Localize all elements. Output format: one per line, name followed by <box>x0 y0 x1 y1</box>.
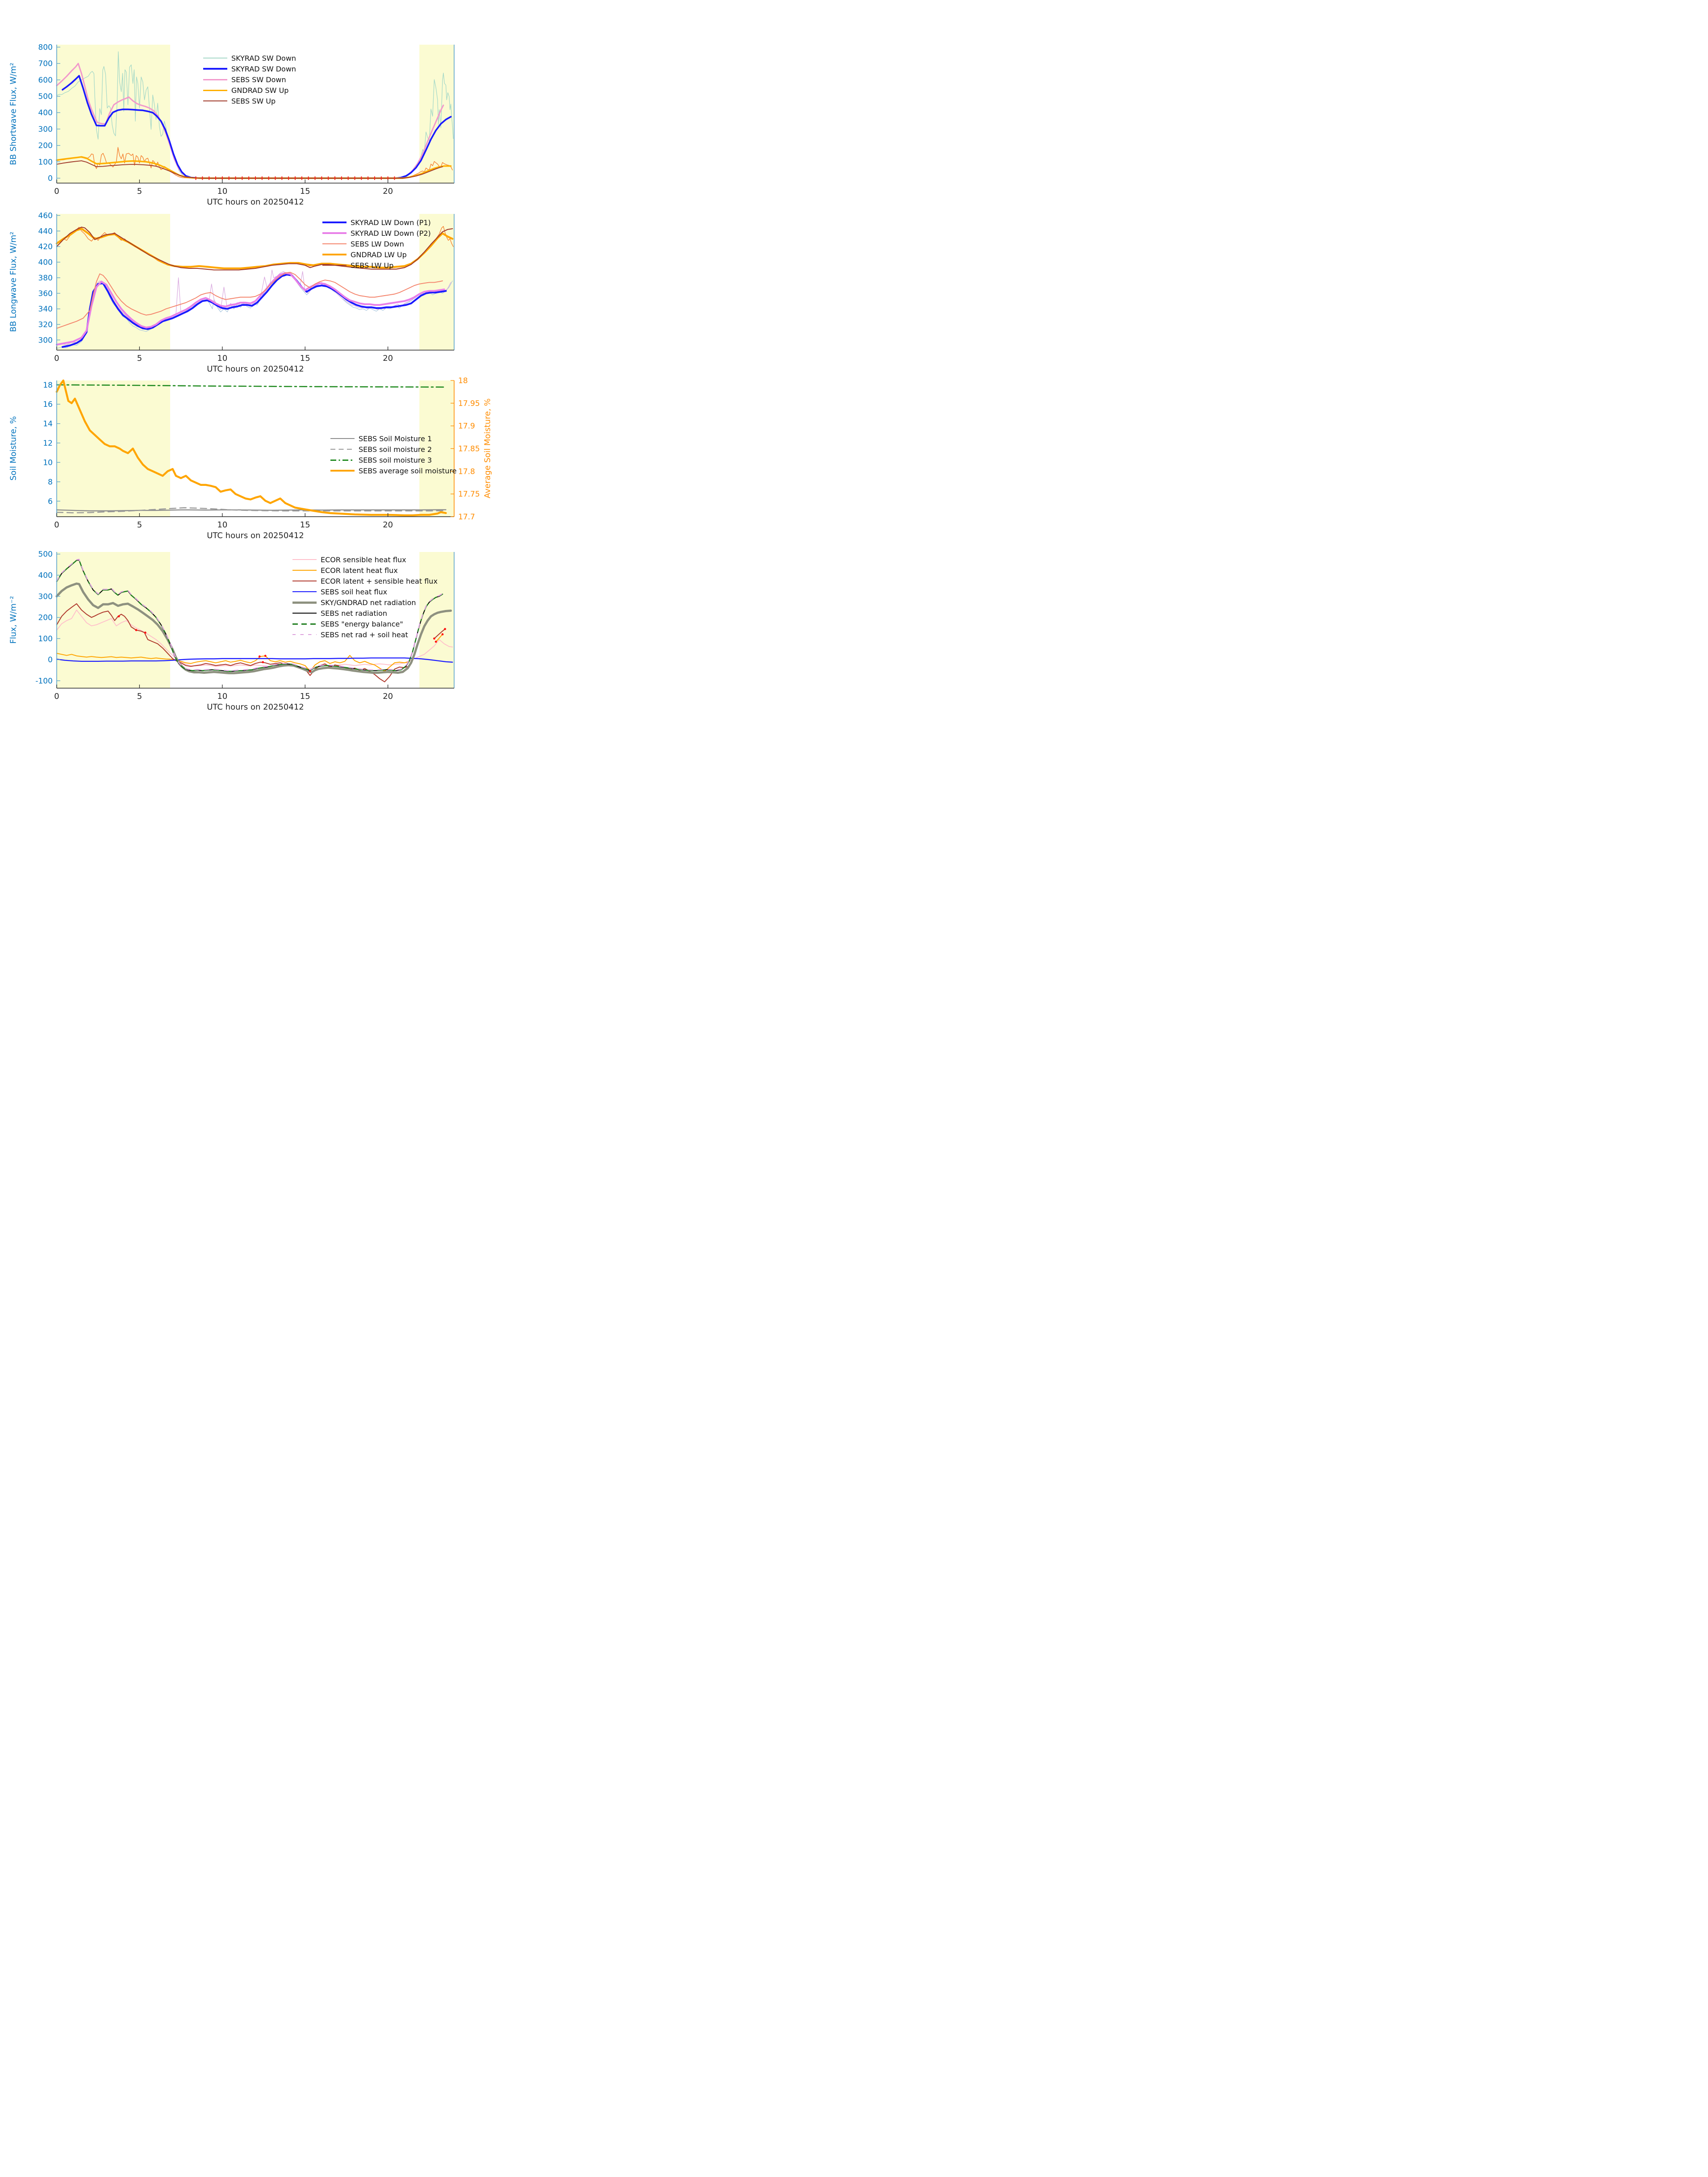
x-tick-label: 15 <box>300 520 310 530</box>
legend-item: SEBS soil heat flux <box>292 587 438 596</box>
x-tick-label: 15 <box>300 692 310 701</box>
x-tick-label: 15 <box>300 354 310 363</box>
x-tick-label: 5 <box>137 354 142 363</box>
axis-label-x-1: UTC hours on 20250412 <box>207 197 304 207</box>
x-tick-label: 20 <box>383 187 393 196</box>
legend-line-sample <box>322 265 347 266</box>
figure-canvas <box>0 0 569 726</box>
y-tick-label: 0 <box>48 174 53 183</box>
y-tick-label-right: 17.8 <box>458 467 475 476</box>
y-tick-label: 300 <box>38 592 53 602</box>
legend-item: SKYRAD SW Down <box>203 54 296 63</box>
axis-label-x-2: UTC hours on 20250412 <box>207 364 304 374</box>
x-tick-label: 10 <box>217 187 228 196</box>
y-tick-label: 800 <box>38 43 53 52</box>
legend-line-sample <box>292 570 317 571</box>
legend-line-sample <box>322 221 347 223</box>
axis-label-x-4: UTC hours on 20250412 <box>207 702 304 712</box>
legend-item: GNDRAD SW Up <box>203 86 296 95</box>
legend-item: SEBS Soil Moisture 1 <box>330 434 457 443</box>
legend-line-sample <box>330 438 355 439</box>
legend-line-sample <box>322 254 347 255</box>
y-tick-label: 440 <box>38 227 53 236</box>
y-tick-label: 12 <box>43 439 53 448</box>
legend-line-sample <box>203 90 227 91</box>
series-marker <box>259 656 261 658</box>
y-tick-label: 14 <box>43 419 53 429</box>
series-marker <box>118 615 120 618</box>
legend-line-sample <box>203 68 227 70</box>
legend-line-sample <box>330 449 355 450</box>
y-tick-label-right: 17.7 <box>458 513 475 522</box>
y-tick-label: 300 <box>38 125 53 134</box>
x-tick-label: 20 <box>383 692 393 701</box>
y-tick-label-right: 17.75 <box>458 490 480 499</box>
y-tick-label: 10 <box>43 458 53 468</box>
legend-line-sample <box>292 634 317 635</box>
legend-item: SEBS net radiation <box>292 609 438 618</box>
y-tick-label: 500 <box>38 92 53 101</box>
y-tick-label-right: 17.95 <box>458 399 480 408</box>
y-tick-label: 0 <box>48 656 53 665</box>
legend-line-sample <box>322 243 347 244</box>
y-tick-label: 420 <box>38 242 53 252</box>
x-tick-label: 5 <box>137 692 142 701</box>
legend-item: SEBS LW Down <box>322 239 431 248</box>
y-tick-label: 18 <box>43 380 53 390</box>
legend-item: SKYRAD LW Down (P1) <box>322 218 431 227</box>
axis-label-y-shortwave: BB Shortwave Flux, W/m² <box>8 63 18 165</box>
axis-label-x-3: UTC hours on 20250412 <box>207 531 304 540</box>
series-marker <box>442 633 444 635</box>
legend-item: SKYRAD LW Down (P2) <box>322 229 431 238</box>
legend-flux <box>292 555 438 639</box>
series-marker <box>444 628 446 630</box>
x-tick-label: 5 <box>137 187 142 196</box>
legend-line-sample <box>322 232 347 234</box>
y-tick-label: 200 <box>38 613 53 623</box>
x-tick-label: 0 <box>54 520 59 530</box>
legend-item: ECOR latent + sensible heat flux <box>292 577 438 585</box>
y-tick-label: 380 <box>38 273 53 283</box>
legend-line-sample <box>292 559 317 560</box>
legend-line-sample <box>292 613 317 614</box>
y-tick-label: 6 <box>48 497 53 506</box>
legend-item: SEBS soil moisture 3 <box>330 455 457 464</box>
x-tick-label: 20 <box>383 354 393 363</box>
y-tick-label: 8 <box>48 477 53 487</box>
legend-item: SEBS SW Down <box>203 75 296 84</box>
series-marker <box>262 661 264 663</box>
series-marker <box>144 631 146 634</box>
legend-item: SKYRAD SW Down <box>203 64 296 73</box>
x-tick-label: 15 <box>300 187 310 196</box>
legend-item: SEBS net rad + soil heat <box>292 630 438 639</box>
x-tick-label: 0 <box>54 354 59 363</box>
legend-line-sample <box>292 591 317 592</box>
charts-svg <box>0 0 569 726</box>
x-tick-label: 5 <box>137 520 142 530</box>
y-tick-label: 16 <box>43 400 53 409</box>
y-tick-label: 400 <box>38 571 53 581</box>
legend-item: GNDRAD LW Up <box>322 250 431 259</box>
legend-item: SEBS LW Up <box>322 261 431 270</box>
x-tick-label: 10 <box>217 354 228 363</box>
legend-shortwave <box>203 54 296 105</box>
legend-line-sample <box>203 79 227 80</box>
legend-item: SEBS "energy balance" <box>292 619 438 628</box>
legend-item: ECOR latent heat flux <box>292 566 438 575</box>
legend-item: SKY/GNDRAD net radiation <box>292 598 438 607</box>
y-tick-label: 300 <box>38 336 53 345</box>
y-tick-label: 320 <box>38 320 53 330</box>
legend-line-sample <box>203 100 227 101</box>
y-tick-label-right: 18 <box>458 376 468 385</box>
legend-item: ECOR sensible heat flux <box>292 555 438 564</box>
legend-soil-moisture <box>330 434 457 475</box>
y-tick-label-right: 17.9 <box>458 422 475 431</box>
x-tick-label: 20 <box>383 520 393 530</box>
y-tick-label: 360 <box>38 289 53 298</box>
axis-label-y-soil: Soil Moisture, % <box>8 416 18 481</box>
axis-label-y-soil-right: Average Soil Moisture, % <box>483 398 493 498</box>
series-marker <box>264 655 267 657</box>
y-tick-label: -100 <box>35 677 53 686</box>
y-tick-label: 100 <box>38 634 53 643</box>
y-tick-label: 500 <box>38 550 53 559</box>
x-tick-label: 0 <box>54 187 59 196</box>
y-tick-label: 460 <box>38 211 53 221</box>
y-tick-label: 600 <box>38 75 53 85</box>
y-tick-label: 200 <box>38 141 53 150</box>
series-marker <box>135 629 138 631</box>
axis-label-y-longwave: BB Longwave Flux, W/m² <box>8 231 18 332</box>
y-tick-label: 700 <box>38 59 53 69</box>
x-tick-label: 10 <box>217 520 228 530</box>
y-tick-label: 100 <box>38 158 53 167</box>
legend-line-sample <box>292 623 317 625</box>
legend-item: SEBS average soil moisture <box>330 466 457 475</box>
legend-item: SEBS SW Up <box>203 96 296 105</box>
legend-longwave <box>322 218 431 270</box>
series-marker <box>309 670 311 673</box>
y-tick-label: 400 <box>38 258 53 267</box>
axis-label-y-flux: Flux, W/m⁻² <box>8 596 18 644</box>
x-tick-label: 10 <box>217 692 228 701</box>
x-tick-label: 0 <box>54 692 59 701</box>
y-tick-label: 340 <box>38 305 53 314</box>
legend-line-sample <box>292 602 317 604</box>
legend-item: SEBS soil moisture 2 <box>330 445 457 454</box>
series-marker <box>435 641 437 643</box>
y-tick-label: 400 <box>38 109 53 118</box>
y-tick-label-right: 17.85 <box>458 444 480 454</box>
legend-line-sample <box>330 470 355 472</box>
legend-line-sample <box>330 460 355 461</box>
